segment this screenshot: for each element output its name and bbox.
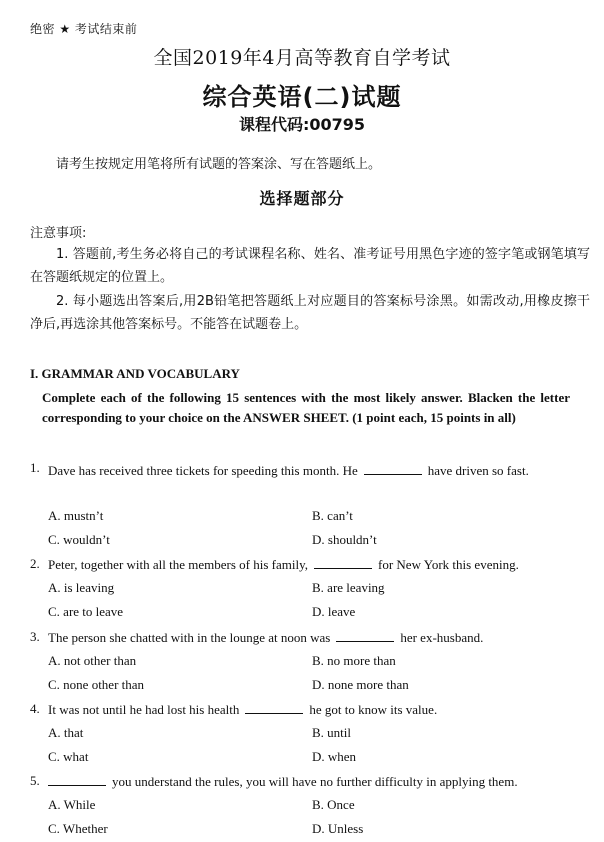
question-text-before: It was not until he had lost his health [48, 702, 240, 717]
answer-blank [336, 629, 394, 642]
answer-blank [48, 773, 106, 786]
option-a: A. is leaving [48, 580, 115, 595]
option-c: C. are to leave [48, 604, 124, 619]
option-b: B. can’t [312, 508, 353, 523]
general-instruction: 请考生按规定用笔将所有试题的答案涂、写在答题纸上。 [56, 157, 382, 172]
part-directions: Complete each of the following 15 sentences with the most likely answer. Blacken the letter corresponding to your choice on the ANSWER SHEET. (1 point each, 15 points in all) [42, 390, 570, 425]
answer-blank [364, 462, 422, 475]
option-d: D. when [312, 749, 357, 764]
option-c: C. none other than [48, 677, 145, 692]
question-number: 4. [30, 701, 40, 716]
answer-blank [245, 701, 303, 714]
answer-blank [314, 556, 372, 569]
question-text-after: he got to know its value. [309, 702, 438, 717]
option-a: A. While [48, 797, 96, 812]
question-text-before: The person she chatted with in the lounge at noon was [48, 630, 331, 645]
question-number: 1. [30, 460, 40, 475]
confidential-label: 绝密 ★ 考试结束前 [30, 22, 138, 36]
note-item: 2. 每小题选出答案后,用2B铅笔把答题纸上对应题目的答案标号涂黑。如需改动,用橡皮擦干净后,再选涂其他答案标号。不能答在试题卷上。 [30, 294, 590, 332]
option-a: A. mustn’t [48, 508, 104, 523]
question-text-after: you understand the rules, you will have no further difficulty in applying them. [112, 774, 518, 789]
option-c: C. wouldn’t [48, 532, 110, 547]
option-d: D. Unless [312, 821, 364, 836]
option-b: B. Once [312, 797, 355, 812]
question-text-before: Dave has received three tickets for speeding this month. He [48, 463, 358, 478]
option-c: C. Whether [48, 821, 108, 836]
subject-title: 综合英语(二)试题 [202, 83, 402, 111]
question-number: 5. [30, 773, 40, 788]
question-text [48, 556, 519, 573]
question-text [48, 773, 518, 790]
option-d: D. shouldn’t [312, 532, 377, 547]
question-text [48, 460, 570, 482]
question-text-after: have driven so fast. [427, 463, 529, 478]
option-a: A. that [48, 725, 84, 740]
question-text-after: her ex-husband. [400, 630, 484, 645]
option-d: D. none more than [312, 677, 409, 692]
option-b: B. are leaving [312, 580, 385, 595]
course-code: 课程代码:00795 [238, 115, 366, 134]
question-number: 3. [30, 629, 40, 644]
notes-heading: 注意事项: [30, 226, 87, 241]
exam-title: 全国2019年4月高等教育自学考试 [153, 47, 451, 69]
question-text [48, 629, 483, 646]
option-b: B. until [312, 725, 352, 740]
note-item: 1. 答题前,考生务必将自己的考试课程名称、姓名、准考证号用黑色字迹的签字笔或钢笔填写在答题纸规定的位置上。 [30, 247, 590, 285]
question-text [48, 701, 437, 718]
question-number: 2. [30, 556, 40, 571]
option-c: C. what [48, 749, 89, 764]
part-heading: I. GRAMMAR AND VOCABULARY [30, 366, 240, 381]
question-text-before: Peter, together with all the members of his family, [48, 557, 309, 572]
option-a: A. not other than [48, 653, 137, 668]
option-d: D. leave [312, 604, 356, 619]
question-text-after: for New York this evening. [378, 557, 519, 572]
section-title: 选择题部分 [259, 189, 345, 208]
option-b: B. no more than [312, 653, 396, 668]
